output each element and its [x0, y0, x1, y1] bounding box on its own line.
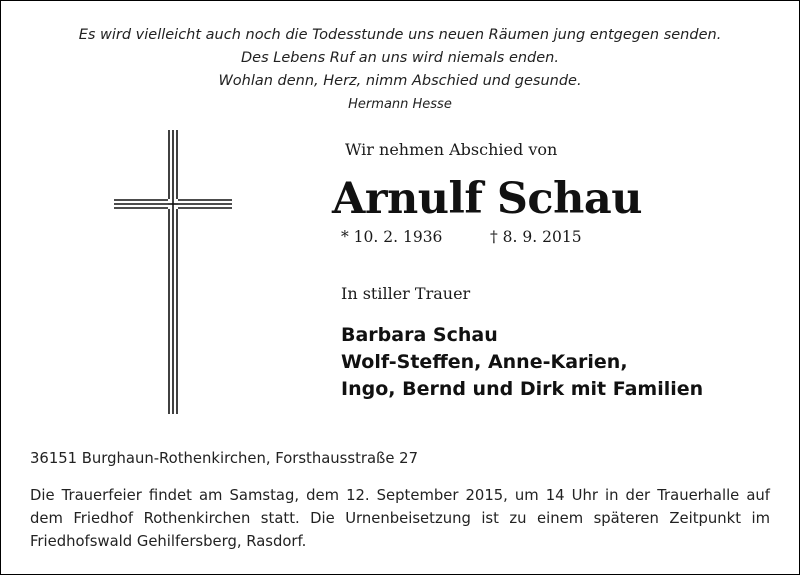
- poem-line: Des Lebens Ruf an uns wird niemals enden.: [241, 50, 559, 66]
- mourning-line: In stiller Trauer: [341, 284, 471, 303]
- poem-line: Wohlan denn, Herz, nimm Abschied und gesunde.: [218, 73, 582, 89]
- poem: [0, 24, 800, 116]
- poem-author: Hermann Hesse: [348, 97, 452, 112]
- family-member: Wolf-Steffen, Anne-Karien,: [341, 351, 628, 373]
- birth-date: * 10. 2. 1936: [341, 228, 443, 246]
- death-date: † 8. 9. 2015: [490, 228, 582, 246]
- family-member: Ingo, Bernd und Dirk mit Familien: [341, 378, 704, 400]
- funeral-notice: Die Trauerfeier findet am Samstag, dem 12. September 2015, um 14 Uhr in der Trauerhalle auf dem Friedhof Rothenkirchen statt. Die Urnenbeisetzung ist zu einem späteren Zeitpunkt im Friedhofswald Gehilfersberg, Rasdorf.: [30, 487, 770, 550]
- cross-icon: [114, 130, 232, 414]
- family-list: [341, 322, 703, 403]
- poem-line: Es wird vielleicht auch noch die Todesstunde uns neuen Räumen jung entgegen senden.: [78, 27, 722, 43]
- deceased-name: Arnulf Schau: [332, 174, 642, 224]
- address: 36151 Burghaun-Rothenkirchen, Forsthausstraße 27: [30, 450, 419, 467]
- intro-line: Wir nehmen Abschied von: [345, 140, 558, 159]
- family-member: Barbara Schau: [341, 324, 498, 346]
